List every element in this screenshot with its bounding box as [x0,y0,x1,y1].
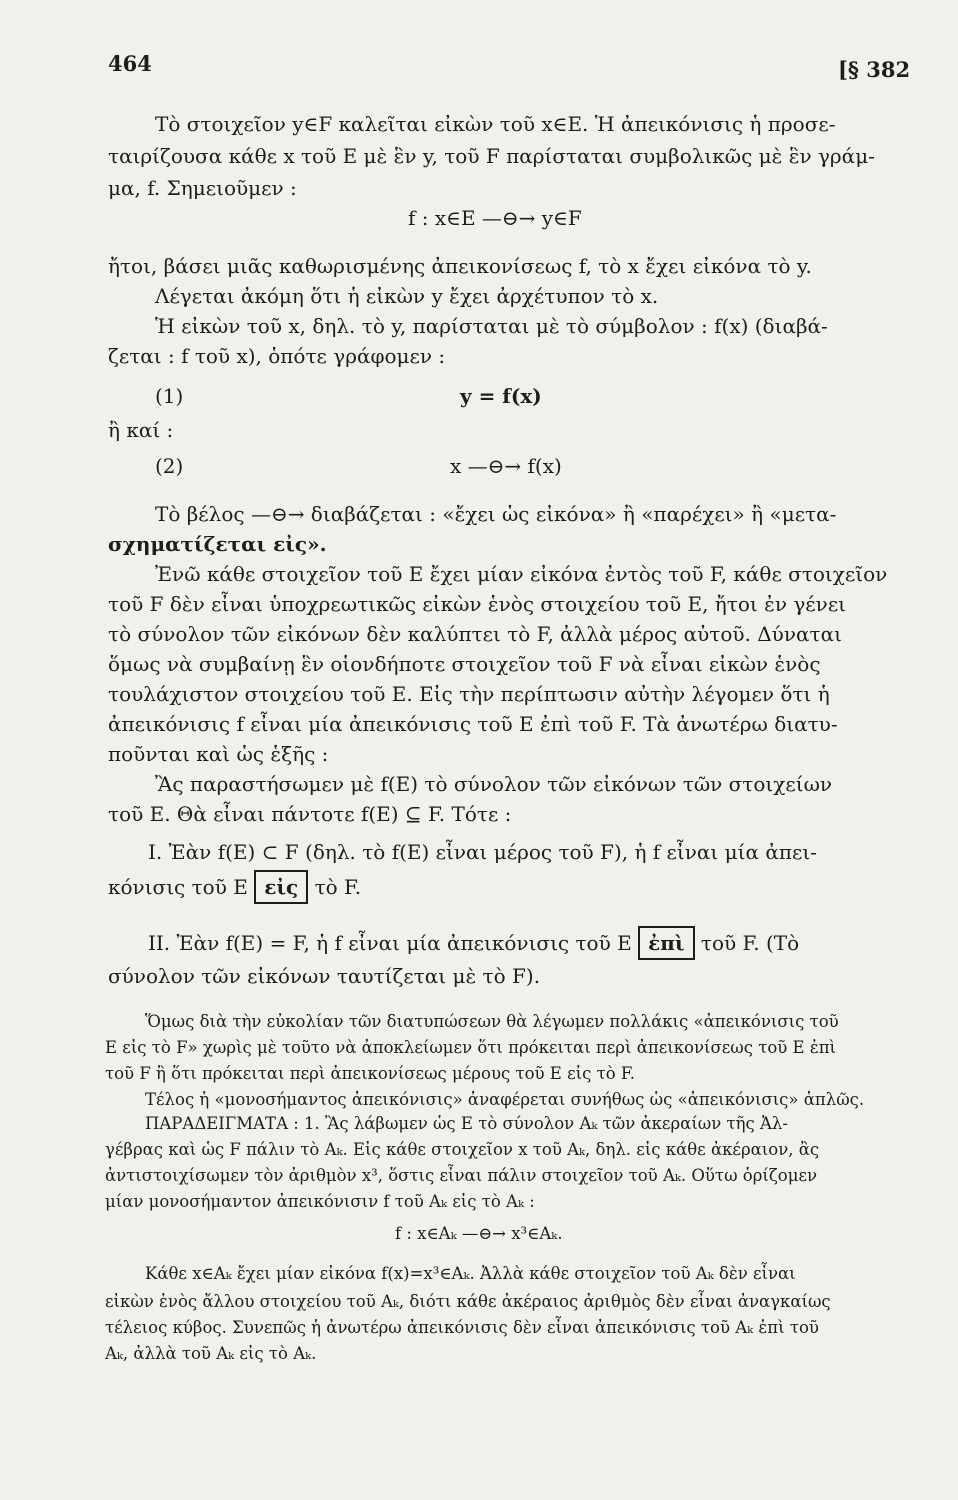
text-line: Ἡ εἰκὼν τοῦ x, δηλ. τὸ y, παρίσταται μὲ τὸ σύμβολον : f(x) (διαβά- [155,314,828,338]
text-line: ποῦνται καὶ ὡς ἑξῆς : [108,742,329,766]
page-number: 464 [108,51,152,76]
case-two-text-end: τοῦ F. (Τὸ [700,931,800,955]
case-one-line [108,870,361,904]
small-text-line: εἰκὼν ἑνὸς ἄλλου στοιχείου τοῦ Aₖ, διότι κάθε ἀκέραιος ἀριθμὸς δὲν εἶναι ἀναγκαίως [105,1292,831,1311]
small-text-line: Κάθε x∈Aₖ ἔχει μίαν εἰκόνα f(x)=x³∈Aₖ. Ἀλλὰ κάθε στοιχεῖον τοῦ Aₖ δὲν εἶναι [145,1264,796,1283]
small-text-line: γέβρας καὶ ὡς F πάλιν τὸ Aₖ. Εἰς κάθε στοιχεῖον x τοῦ Aₖ, δηλ. εἰς κάθε ἀκέραιον, ἂς [105,1140,820,1159]
text-line: ζεται : f τοῦ x), ὁπότε γράφομεν : [108,344,446,368]
text-line: Λέγεται ἀκόμη ὅτι ἡ εἰκὼν y ἔχει ἀρχέτυπον τὸ x. [155,284,659,308]
small-text-line: τοῦ F ἢ ὅτι πρόκειται περὶ ἀπεικονίσεως μέρους τοῦ E εἰς τὸ F. [105,1064,636,1083]
equation-number: (2) [155,454,184,478]
case-one-text: κόνισις τοῦ E [108,875,248,899]
text-line: Ἂς παραστήσωμεν μὲ f(E) τὸ σύνολον τῶν εἰκόνων τῶν στοιχείων [155,772,833,796]
text-line: ἤτοι, βάσει μιᾶς καθωρισμένης ἀπεικονίσεως f, τὸ x ἔχει εἰκόνα τὸ y. [108,254,812,278]
formula-cube-mapping: f : x∈Aₖ —⊖→ x³∈Aₖ. [395,1224,563,1243]
text-line: Ἐνῶ κάθε στοιχεῖον τοῦ E ἔχει μίαν εἰκόνα ἐντὸς τοῦ F, κάθε στοιχεῖον [155,562,888,586]
text-line: ὅμως νὰ συμβαίνῃ ἓν οἱονδήποτε στοιχεῖον τοῦ F νὰ εἶναι εἰκὼν ἑνὸς [108,652,821,676]
case-one-text-end: τὸ F. [314,875,362,899]
text-line: τουλάχιστον στοιχείου τοῦ E. Εἰς τὴν περίπτωσιν αὐτὴν λέγομεν ὅτι ἡ [108,682,830,706]
section-number: [§ 382 [838,57,911,82]
boxed-epi: ἐπὶ [638,926,694,960]
text-line: Τὸ βέλος —⊖→ διαβάζεται : «ἔχει ὡς εἰκόνα» ἢ «παρέχει» ἢ «μετα- [155,502,837,526]
case-two-line [148,926,799,960]
small-text-line: Ὅμως διὰ τὴν εὐκολίαν τῶν διατυπώσεων θὰ λέγωμεν πολλάκις «ἀπεικόνισις τοῦ [145,1012,839,1031]
boxed-eis: εἰς [254,870,308,904]
small-text-line: τέλειος κύβος. Συνεπῶς ἡ ἀνωτέρω ἀπεικόνισις δὲν εἶναι ἀπεικόνισις τοῦ Aₖ ἐπὶ τοῦ [105,1318,819,1337]
text-line: Τὸ στοιχεῖον y∈F καλεῖται εἰκὼν τοῦ x∈E. Ἡ ἀπεικόνισις ἡ προσε- [155,112,836,136]
text-line: μα, f. Σημειοῦμεν : [108,176,297,200]
small-text-line: Aₖ, ἀλλὰ τοῦ Aₖ εἰς τὸ Aₖ. [105,1344,317,1363]
small-text-line: Τέλος ἡ «μονοσήμαντος ἀπεικόνισις» ἀναφέρεται συνήθως ὡς «ἀπεικόνισις» ἁπλῶς. [145,1090,865,1109]
small-text-line: ΠΑΡΑΔΕΙΓΜΑΤΑ : 1. Ἂς λάβωμεν ὡς E τὸ σύνολον Aₖ τῶν ἀκεραίων τῆς Ἀλ- [145,1114,788,1133]
equation: y = f(x) [460,384,542,408]
small-text-line: ἀντιστοιχίσωμεν τὸν ἀριθμὸν x³, ὅστις εἶναι πάλιν στοιχεῖον τοῦ Aₖ. Οὕτω ὁρίζομεν [105,1166,818,1185]
text-line: τοῦ F δὲν εἶναι ὑποχρεωτικῶς εἰκὼν ἑνὸς στοιχείου τοῦ E, ἤτοι ἐν γένει [108,592,847,616]
text-line: τοῦ E. Θὰ εἶναι πάντοτε f(E) ⊆ F. Τότε : [108,802,512,826]
text-line: I. Ἐὰν f(E) ⊂ F (δηλ. τὸ f(E) εἶναι μέρος τοῦ F), ἡ f εἶναι μία ἀπει- [148,840,817,864]
equation-number: (1) [155,384,184,408]
text-line: σχηματίζεται εἰς». [108,532,327,556]
text-line: ἀπεικόνισις f εἶναι μία ἀπεικόνισις τοῦ E ἐπὶ τοῦ F. Τὰ ἀνωτέρω διατυ- [108,712,838,736]
small-text-line: μίαν μονοσήμαντον ἀπεικόνισιν f τοῦ Aₖ εἰς τὸ Aₖ : [105,1192,535,1211]
small-text-line: E εἰς τὸ F» χωρὶς μὲ τοῦτο νὰ ἀποκλείωμεν ὅτι πρόκειται περὶ ἀπεικονίσεως τοῦ E ἐπὶ [105,1038,837,1057]
case-two-text: II. Ἐὰν f(E) = F, ἡ f εἶναι μία ἀπεικόνισις τοῦ E [148,931,632,955]
formula-mapping: f : x∈E —⊖→ y∈F [408,206,582,230]
text-line: σύνολον τῶν εἰκόνων ταυτίζεται μὲ τὸ F). [108,964,541,988]
equation: x —⊖→ f(x) [450,454,562,478]
text-line: τὸ σύνολον τῶν εἰκόνων δὲν καλύπτει τὸ F, ἀλλὰ μέρος αὐτοῦ. Δύναται [108,622,842,646]
text-line: ταιρίζουσα κάθε x τοῦ E μὲ ἓν y, τοῦ F παρίσταται συμβολικῶς μὲ ἓν γράμ- [108,144,875,168]
text-line: ἢ καί : [108,418,174,442]
